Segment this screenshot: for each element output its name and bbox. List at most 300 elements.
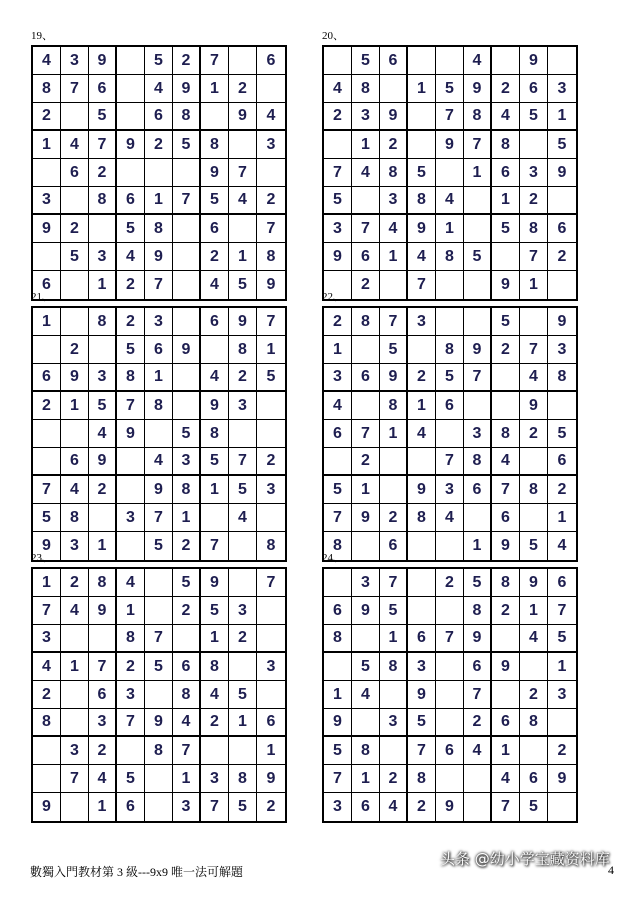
sudoku-cell — [520, 653, 548, 681]
sudoku-cell — [548, 709, 576, 737]
sudoku-cell: 4 — [201, 364, 229, 392]
sudoku-cell: 9 — [380, 103, 408, 131]
sudoku-cell: 5 — [464, 569, 492, 597]
sudoku-cell: 1 — [89, 793, 117, 821]
sudoku-cell — [257, 75, 285, 103]
sudoku-cell: 4 — [324, 75, 352, 103]
sudoku-puzzle — [322, 30, 578, 301]
sudoku-cell: 2 — [89, 737, 117, 765]
sudoku-cell: 5 — [380, 597, 408, 625]
sudoku-cell: 8 — [492, 420, 520, 448]
sudoku-cell: 9 — [548, 765, 576, 793]
sudoku-cell: 9 — [324, 709, 352, 737]
sudoku-cell — [173, 625, 201, 653]
sudoku-cell: 9 — [492, 271, 520, 299]
sudoku-cell: 1 — [464, 159, 492, 187]
sudoku-cell: 3 — [257, 653, 285, 681]
sudoku-cell — [173, 308, 201, 336]
sudoku-cell: 4 — [492, 103, 520, 131]
sudoku-cell: 1 — [89, 271, 117, 299]
sudoku-cell: 3 — [61, 532, 89, 560]
sudoku-cell: 6 — [408, 625, 436, 653]
sudoku-cell: 8 — [173, 103, 201, 131]
sudoku-cell: 4 — [61, 597, 89, 625]
sudoku-cell: 7 — [201, 47, 229, 75]
sudoku-cell: 9 — [33, 532, 61, 560]
sudoku-cell — [173, 243, 201, 271]
sudoku-cell: 9 — [520, 569, 548, 597]
sudoku-grid — [31, 567, 287, 823]
sudoku-cell: 4 — [201, 681, 229, 709]
sudoku-cell — [117, 47, 145, 75]
sudoku-cell — [352, 336, 380, 364]
sudoku-cell: 8 — [352, 737, 380, 765]
sudoku-cell: 8 — [33, 75, 61, 103]
sudoku-cell — [436, 765, 464, 793]
sudoku-cell — [145, 793, 173, 821]
sudoku-cell: 3 — [89, 243, 117, 271]
sudoku-cell: 9 — [229, 308, 257, 336]
sudoku-cell: 1 — [33, 131, 61, 159]
sudoku-cell — [89, 504, 117, 532]
sudoku-cell — [520, 448, 548, 476]
sudoku-cell: 6 — [61, 159, 89, 187]
sudoku-cell: 1 — [492, 737, 520, 765]
sudoku-cell: 9 — [201, 159, 229, 187]
sudoku-grid — [31, 45, 287, 301]
sudoku-cell: 1 — [548, 504, 576, 532]
sudoku-cell: 1 — [380, 420, 408, 448]
sudoku-cell: 5 — [145, 653, 173, 681]
sudoku-cell: 7 — [201, 793, 229, 821]
sudoku-cell — [436, 308, 464, 336]
sudoku-cell — [492, 364, 520, 392]
sudoku-cell — [324, 448, 352, 476]
sudoku-cell: 8 — [380, 653, 408, 681]
sudoku-cell — [464, 765, 492, 793]
sudoku-cell: 4 — [229, 504, 257, 532]
sudoku-cell: 8 — [520, 476, 548, 504]
sudoku-cell: 3 — [173, 448, 201, 476]
sudoku-cell: 3 — [352, 103, 380, 131]
sudoku-cell: 8 — [380, 392, 408, 420]
sudoku-cell: 5 — [201, 448, 229, 476]
sudoku-cell: 4 — [324, 392, 352, 420]
sudoku-cell: 3 — [61, 47, 89, 75]
sudoku-cell — [117, 75, 145, 103]
sudoku-cell: 2 — [324, 308, 352, 336]
sudoku-cell — [324, 131, 352, 159]
sudoku-cell: 9 — [492, 532, 520, 560]
sudoku-cell: 2 — [89, 476, 117, 504]
sudoku-cell: 9 — [201, 569, 229, 597]
sudoku-cell: 8 — [89, 569, 117, 597]
sudoku-cell: 1 — [324, 336, 352, 364]
sudoku-cell — [436, 709, 464, 737]
sudoku-cell: 4 — [145, 75, 173, 103]
sudoku-cell: 7 — [117, 392, 145, 420]
sudoku-cell: 8 — [380, 159, 408, 187]
sudoku-cell: 6 — [492, 504, 520, 532]
sudoku-cell: 2 — [145, 131, 173, 159]
sudoku-cell: 3 — [548, 75, 576, 103]
footer-title: 數獨入門教材第 3 級---9x9 唯一法可解題 — [30, 865, 243, 879]
sudoku-cell: 7 — [145, 625, 173, 653]
sudoku-cell: 1 — [257, 336, 285, 364]
sudoku-cell: 9 — [464, 336, 492, 364]
sudoku-cell — [89, 625, 117, 653]
sudoku-cell: 2 — [380, 504, 408, 532]
sudoku-cell: 1 — [520, 597, 548, 625]
sudoku-cell — [436, 159, 464, 187]
sudoku-cell: 3 — [173, 793, 201, 821]
sudoku-cell: 1 — [61, 653, 89, 681]
sudoku-cell: 7 — [548, 597, 576, 625]
sudoku-cell: 7 — [61, 75, 89, 103]
sudoku-cell: 8 — [257, 243, 285, 271]
sudoku-cell: 4 — [89, 765, 117, 793]
sudoku-cell: 4 — [520, 364, 548, 392]
sudoku-cell: 1 — [352, 131, 380, 159]
sudoku-cell: 5 — [229, 476, 257, 504]
sudoku-cell: 6 — [173, 653, 201, 681]
sudoku-cell: 5 — [548, 625, 576, 653]
sudoku-cell: 5 — [436, 75, 464, 103]
sudoku-cell — [380, 681, 408, 709]
sudoku-cell — [257, 597, 285, 625]
sudoku-cell: 8 — [352, 75, 380, 103]
sudoku-cell: 8 — [520, 709, 548, 737]
sudoku-cell: 5 — [201, 597, 229, 625]
sudoku-cell: 8 — [201, 420, 229, 448]
sudoku-cell — [173, 364, 201, 392]
sudoku-cell: 3 — [145, 308, 173, 336]
sudoku-cell: 3 — [324, 215, 352, 243]
sudoku-cell: 9 — [408, 681, 436, 709]
sudoku-cell: 6 — [201, 215, 229, 243]
sudoku-cell: 9 — [89, 448, 117, 476]
sudoku-cell: 1 — [61, 392, 89, 420]
sudoku-cell: 9 — [89, 597, 117, 625]
sudoku-cell: 8 — [117, 625, 145, 653]
sudoku-cell: 4 — [436, 504, 464, 532]
sudoku-cell: 2 — [33, 392, 61, 420]
sudoku-cell — [352, 392, 380, 420]
sudoku-cell: 3 — [324, 364, 352, 392]
sudoku-puzzle — [31, 552, 287, 823]
sudoku-cell — [145, 159, 173, 187]
sudoku-cell — [436, 47, 464, 75]
sudoku-cell: 3 — [229, 392, 257, 420]
sudoku-cell: 7 — [257, 215, 285, 243]
sudoku-cell: 4 — [117, 243, 145, 271]
sudoku-cell: 8 — [324, 625, 352, 653]
sudoku-cell: 6 — [492, 159, 520, 187]
sudoku-cell: 4 — [117, 569, 145, 597]
sudoku-cell: 1 — [352, 476, 380, 504]
sudoku-grid — [322, 45, 578, 301]
sudoku-cell: 7 — [117, 709, 145, 737]
sudoku-cell: 6 — [61, 448, 89, 476]
sudoku-cell: 9 — [89, 47, 117, 75]
sudoku-cell: 5 — [380, 336, 408, 364]
sudoku-cell: 7 — [229, 448, 257, 476]
sudoku-cell: 6 — [324, 597, 352, 625]
sudoku-cell: 6 — [548, 569, 576, 597]
sudoku-grid — [31, 306, 287, 562]
sudoku-cell: 1 — [229, 709, 257, 737]
sudoku-cell: 7 — [520, 243, 548, 271]
sudoku-cell: 6 — [436, 737, 464, 765]
sudoku-cell — [436, 681, 464, 709]
sudoku-cell — [352, 709, 380, 737]
sudoku-cell: 7 — [61, 765, 89, 793]
sudoku-cell: 5 — [520, 103, 548, 131]
sudoku-cell: 4 — [145, 448, 173, 476]
sudoku-cell: 8 — [201, 653, 229, 681]
sudoku-cell: 8 — [408, 504, 436, 532]
sudoku-cell: 6 — [145, 103, 173, 131]
sudoku-cell — [548, 47, 576, 75]
sudoku-cell: 9 — [201, 392, 229, 420]
sudoku-cell: 5 — [520, 532, 548, 560]
sudoku-cell — [352, 532, 380, 560]
sudoku-cell — [520, 737, 548, 765]
sudoku-cell: 7 — [492, 476, 520, 504]
sudoku-cell: 3 — [201, 765, 229, 793]
sudoku-cell — [492, 625, 520, 653]
sudoku-cell: 9 — [324, 243, 352, 271]
sudoku-cell: 6 — [257, 47, 285, 75]
sudoku-cell: 1 — [464, 532, 492, 560]
sudoku-cell — [201, 336, 229, 364]
sudoku-cell — [380, 737, 408, 765]
sudoku-cell — [436, 532, 464, 560]
sudoku-cell: 4 — [380, 793, 408, 821]
sudoku-cell: 2 — [492, 597, 520, 625]
sudoku-cell: 3 — [520, 159, 548, 187]
sudoku-cell — [464, 215, 492, 243]
sudoku-cell: 6 — [520, 765, 548, 793]
sudoku-cell — [257, 159, 285, 187]
sudoku-cell — [408, 569, 436, 597]
sudoku-cell: 7 — [229, 159, 257, 187]
sudoku-cell — [61, 681, 89, 709]
sudoku-cell: 8 — [229, 336, 257, 364]
sudoku-cell: 5 — [117, 336, 145, 364]
sudoku-cell: 7 — [201, 532, 229, 560]
sudoku-cell: 5 — [145, 532, 173, 560]
sudoku-cell: 1 — [173, 504, 201, 532]
sudoku-cell — [145, 597, 173, 625]
sudoku-cell: 7 — [324, 504, 352, 532]
sudoku-cell: 2 — [201, 709, 229, 737]
sudoku-cell: 1 — [145, 364, 173, 392]
sudoku-cell: 1 — [117, 597, 145, 625]
sudoku-cell: 6 — [380, 47, 408, 75]
sudoku-cell: 9 — [380, 364, 408, 392]
sudoku-cell: 6 — [89, 75, 117, 103]
sudoku-cell: 2 — [380, 131, 408, 159]
sudoku-cell — [408, 131, 436, 159]
sudoku-cell: 5 — [89, 392, 117, 420]
sudoku-cell: 7 — [520, 336, 548, 364]
sudoku-cell — [61, 793, 89, 821]
sudoku-cell: 3 — [548, 681, 576, 709]
sudoku-cell: 5 — [117, 765, 145, 793]
sudoku-cell — [33, 243, 61, 271]
sudoku-cell: 2 — [352, 448, 380, 476]
sudoku-cell: 1 — [548, 653, 576, 681]
sudoku-cell — [61, 271, 89, 299]
sudoku-cell: 2 — [520, 420, 548, 448]
sudoku-cell: 4 — [201, 271, 229, 299]
sudoku-cell: 5 — [352, 653, 380, 681]
sudoku-cell: 9 — [145, 709, 173, 737]
sudoku-cell: 3 — [380, 187, 408, 215]
sudoku-cell — [61, 308, 89, 336]
puzzle-number-label: 24、 — [322, 552, 344, 564]
sudoku-cell — [173, 215, 201, 243]
sudoku-cell: 1 — [201, 625, 229, 653]
sudoku-cell — [229, 653, 257, 681]
sudoku-cell: 4 — [464, 47, 492, 75]
sudoku-cell: 4 — [89, 420, 117, 448]
sudoku-cell: 5 — [229, 793, 257, 821]
sudoku-cell — [173, 271, 201, 299]
sudoku-cell: 4 — [380, 215, 408, 243]
sudoku-cell: 6 — [464, 653, 492, 681]
sudoku-cell — [117, 532, 145, 560]
sudoku-cell: 7 — [257, 569, 285, 597]
sudoku-cell: 5 — [229, 271, 257, 299]
sudoku-cell: 2 — [117, 308, 145, 336]
sudoku-cell: 4 — [61, 476, 89, 504]
sudoku-cell: 6 — [117, 187, 145, 215]
sudoku-cell: 8 — [89, 308, 117, 336]
sudoku-cell: 7 — [408, 271, 436, 299]
sudoku-cell: 9 — [464, 625, 492, 653]
sudoku-cell: 7 — [352, 215, 380, 243]
sudoku-cell: 8 — [173, 476, 201, 504]
sudoku-cell — [201, 737, 229, 765]
sudoku-cell: 3 — [117, 681, 145, 709]
sudoku-cell: 8 — [89, 187, 117, 215]
sudoku-cell — [145, 765, 173, 793]
sudoku-cell: 5 — [436, 364, 464, 392]
sudoku-cell — [229, 215, 257, 243]
sudoku-cell: 3 — [257, 476, 285, 504]
sudoku-cell — [257, 625, 285, 653]
sudoku-cell: 8 — [548, 364, 576, 392]
sudoku-cell: 8 — [145, 215, 173, 243]
sudoku-cell: 8 — [464, 448, 492, 476]
sudoku-cell — [229, 131, 257, 159]
sudoku-cell: 5 — [201, 187, 229, 215]
sudoku-cell: 2 — [324, 103, 352, 131]
sudoku-cell: 6 — [33, 364, 61, 392]
sudoku-cell — [145, 681, 173, 709]
sudoku-cell: 9 — [145, 476, 173, 504]
sudoku-cell: 2 — [492, 336, 520, 364]
sudoku-cell — [61, 103, 89, 131]
sudoku-cell: 5 — [89, 103, 117, 131]
sudoku-cell — [436, 271, 464, 299]
sudoku-cell: 1 — [548, 103, 576, 131]
sudoku-cell: 7 — [145, 271, 173, 299]
sudoku-cell: 9 — [520, 47, 548, 75]
sudoku-cell: 8 — [61, 504, 89, 532]
sudoku-cell — [61, 625, 89, 653]
sudoku-cell: 3 — [380, 709, 408, 737]
sudoku-cell — [201, 504, 229, 532]
sudoku-cell: 1 — [33, 308, 61, 336]
sudoku-cell: 8 — [145, 392, 173, 420]
sudoku-cell: 4 — [352, 159, 380, 187]
sudoku-cell — [548, 187, 576, 215]
sudoku-cell: 4 — [408, 420, 436, 448]
sudoku-cell: 2 — [548, 737, 576, 765]
sudoku-cell: 6 — [436, 392, 464, 420]
sudoku-cell: 8 — [117, 364, 145, 392]
sudoku-cell: 7 — [464, 681, 492, 709]
sudoku-cell — [436, 653, 464, 681]
sudoku-cell: 5 — [492, 215, 520, 243]
sudoku-cell: 4 — [464, 737, 492, 765]
sudoku-cell — [145, 569, 173, 597]
sudoku-puzzle — [322, 291, 578, 562]
sudoku-cell: 1 — [324, 681, 352, 709]
sudoku-cell: 4 — [61, 131, 89, 159]
sudoku-cell: 6 — [324, 420, 352, 448]
sudoku-cell — [408, 448, 436, 476]
sudoku-cell: 9 — [61, 364, 89, 392]
sudoku-cell: 7 — [408, 737, 436, 765]
sudoku-cell: 6 — [33, 271, 61, 299]
sudoku-cell: 7 — [33, 597, 61, 625]
sudoku-cell: 5 — [548, 131, 576, 159]
sudoku-cell: 2 — [229, 75, 257, 103]
puzzle-number-label: 19、 — [31, 30, 53, 42]
sudoku-cell: 7 — [89, 131, 117, 159]
sudoku-cell: 8 — [520, 215, 548, 243]
sudoku-cell: 2 — [408, 364, 436, 392]
sudoku-cell — [324, 569, 352, 597]
sudoku-cell — [380, 476, 408, 504]
sudoku-cell: 2 — [436, 569, 464, 597]
sudoku-cell: 2 — [229, 364, 257, 392]
sudoku-cell: 4 — [229, 187, 257, 215]
sudoku-cell: 2 — [548, 243, 576, 271]
sudoku-cell: 6 — [380, 532, 408, 560]
sudoku-cell: 5 — [520, 793, 548, 821]
sudoku-grid — [322, 306, 578, 562]
sudoku-cell: 6 — [352, 243, 380, 271]
sudoku-cell: 9 — [257, 765, 285, 793]
sudoku-cell: 1 — [201, 476, 229, 504]
sudoku-cell: 3 — [257, 131, 285, 159]
sudoku-cell: 5 — [173, 131, 201, 159]
sudoku-cell: 5 — [408, 709, 436, 737]
sudoku-cell — [257, 504, 285, 532]
sudoku-cell — [380, 75, 408, 103]
sudoku-cell: 5 — [61, 243, 89, 271]
sudoku-cell: 9 — [520, 392, 548, 420]
sudoku-cell: 2 — [266, 798, 276, 815]
sudoku-cell: 2 — [380, 765, 408, 793]
sudoku-cell: 5 — [173, 420, 201, 448]
puzzle-number-label: 20、 — [322, 30, 344, 42]
